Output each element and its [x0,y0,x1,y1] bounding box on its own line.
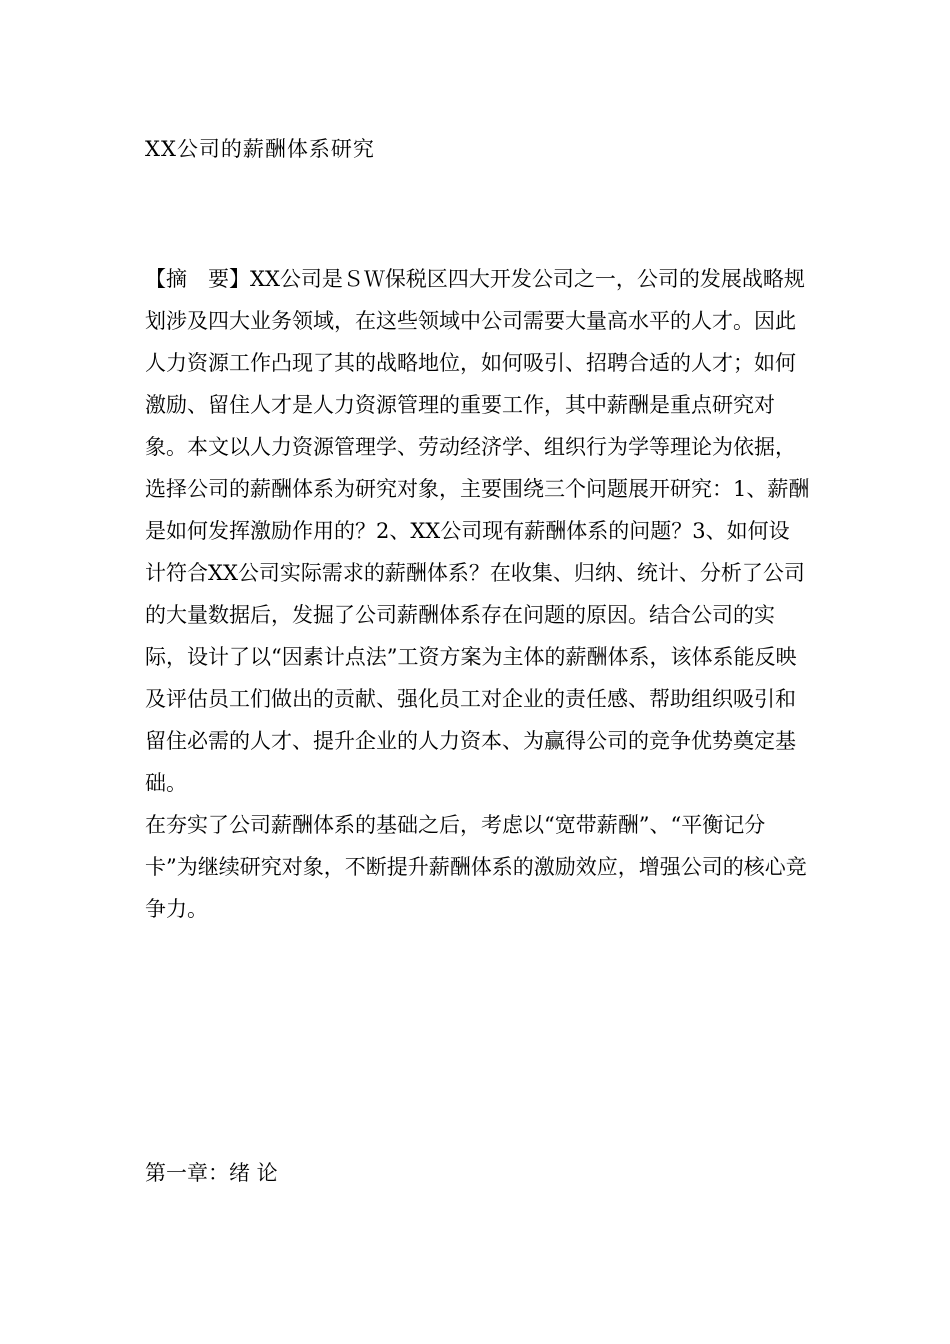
abstract-continuation: 在夯实了公司薪酬体系的基础之后，考虑以“宽带薪酬”、“平衡记分卡”为继续研究对象，不断提升薪酬体系的激励效应，增强公司的核心竞争力。 [145,813,807,921]
abstract-section [145,258,810,930]
abstract-body: XX公司是ＳＷ保税区四大开发公司之一，公司的发展战略规划涉及四大业务领域，在这些领域中公司需要大量高水平的人才。因此人力资源工作凸现了其的战略地位，如何吸引、招聘合适的人才；如何激励、留住人才是人力资源管理的重要工作，其中薪酬是重点研究对象。本文以人力资源管理学、劳动经济学、组织行为学等理论为依据，选择公司的薪酬体系为研究对象，主要围绕三个问题展开研究：1、薪酬是如何发挥激励作用的？2、XX公司现有薪酬体系的问题？3、如何设计符合XX公司实际需求的薪酬体系？在收集、归纳、统计、分析了公司的大量数据后，发掘了公司薪酬体系存在问题的原因。结合公司的实际，设计了以“因素计点法”工资方案为主体的薪酬体系，该体系能反映及评估员工们做出的贡献、强化员工对企业的责任感、帮助组织吸引和留住必需的人才、提升企业的人力资本、为赢得公司的竞争优势奠定基础。 [145,267,810,795]
document-title: XX公司的薪酬体系研究 [145,137,375,161]
abstract-label: 【摘 要】 [145,267,250,291]
chapter-heading: 第一章：绪 论 [145,1161,278,1185]
abstract-paragraph [145,258,810,804]
